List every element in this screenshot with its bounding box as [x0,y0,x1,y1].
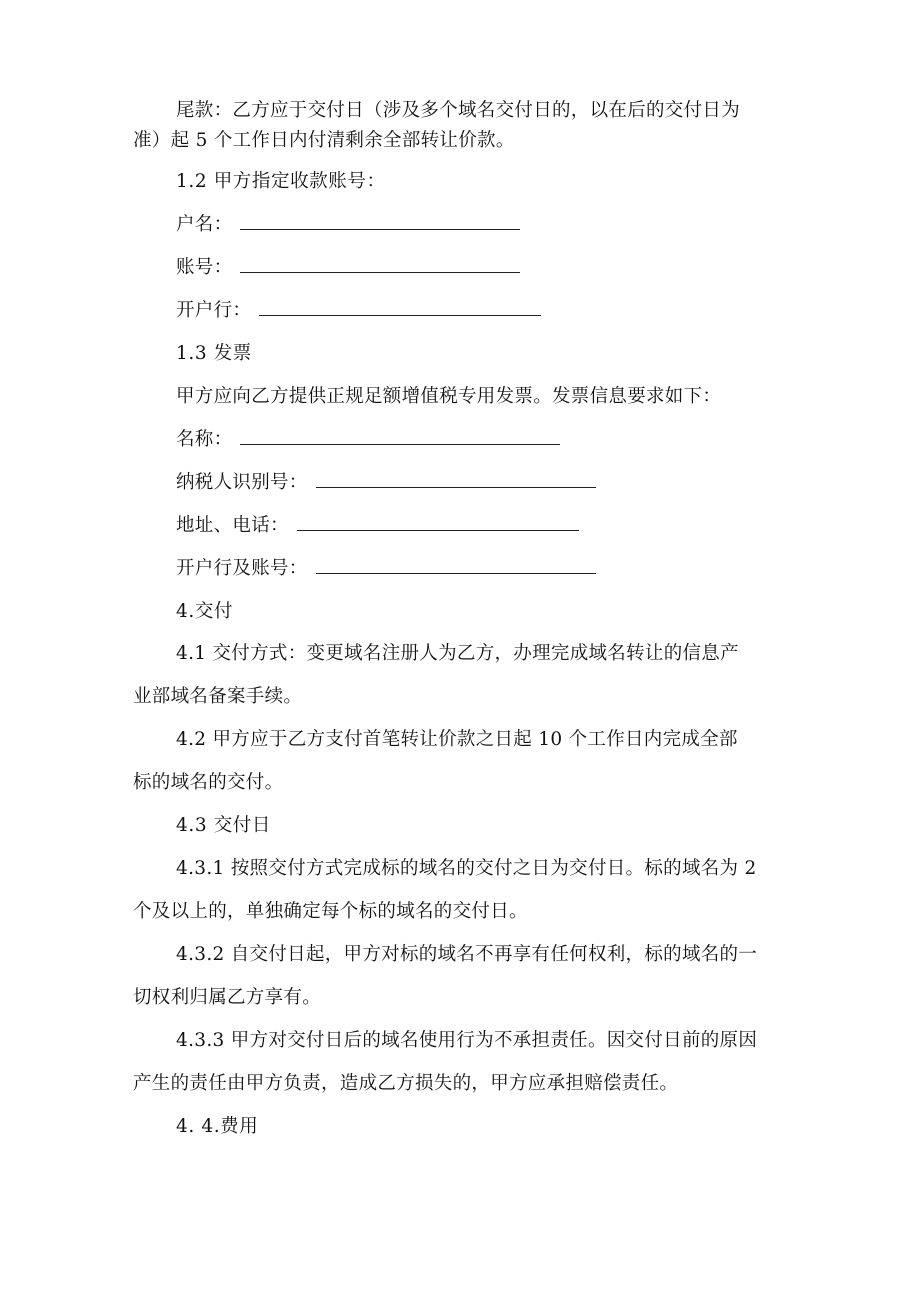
section-1-3-heading: 1.3 发票 [176,343,252,364]
bank-account-blank [316,555,596,574]
account-number-label: 账号： [176,257,233,278]
item-4-3-3-line-1: 4.3.3 甲方对交付日后的域名使用行为不承担责任。因交付日前的原因 [176,1030,758,1051]
invoice-intro: 甲方应向乙方提供正规足额增值税专用发票。发票信息要求如下： [176,386,722,407]
item-4-3-1-line-2: 个及以上的，单独确定每个标的域名的交付日。 [133,901,528,922]
final-payment-line-2: 准）起 5 个工作日内付清剩余全部转让价款。 [133,130,515,151]
invoice-name-label: 名称： [176,429,233,450]
account-name-field [176,211,836,239]
item-4-4-heading: 4. 4.费用 [176,1116,259,1137]
invoice-name-blank [240,426,560,445]
bank-account-field [176,555,836,583]
item-4-3-2-line-1: 4.3.2 自交付日起，甲方对标的域名不再享有任何权利，标的域名的一 [176,944,758,965]
item-4-3-3-line-2: 产生的责任由甲方负责，造成乙方损失的，甲方应承担赔偿责任。 [133,1073,679,1094]
item-4-3-1-line-1: 4.3.1 按照交付方式完成标的域名的交付之日为交付日。标的域名为 2 [176,858,757,879]
item-4-2-line-1: 4.2 甲方应于乙方支付首笔转让价款之日起 10 个工作日内完成全部 [176,729,738,750]
bank-blank [259,297,541,316]
section-4-heading: 4.交付 [176,601,234,622]
bank-account-label: 开户行及账号： [176,558,308,579]
address-phone-blank [297,512,579,531]
account-name-label: 户名： [176,214,233,235]
taxpayer-id-blank [316,469,596,488]
item-4-3-heading: 4.3 交付日 [176,815,272,836]
final-payment-line-1: 尾款：乙方应于交付日（涉及多个域名交付日的，以在后的交付日为 [176,100,741,121]
account-number-field [176,254,836,282]
address-phone-field [176,512,836,540]
address-phone-label: 地址、电话： [176,515,289,536]
item-4-1-line-1: 4.1 交付方式：变更域名注册人为乙方，办理完成域名转让的信息产 [176,643,739,664]
bank-label: 开户行： [176,300,252,321]
taxpayer-id-label: 纳税人识别号： [176,472,308,493]
item-4-2-line-2: 标的域名的交付。 [133,772,284,793]
taxpayer-id-field [176,469,836,497]
account-name-blank [240,211,520,230]
bank-field [176,297,836,325]
item-4-1-line-2: 业部域名备案手续。 [133,686,303,707]
section-1-2-heading: 1.2 甲方指定收款账号： [176,171,386,192]
invoice-name-field [176,426,836,454]
item-4-3-2-line-2: 切权利归属乙方享有。 [133,987,322,1008]
account-number-blank [240,254,520,273]
